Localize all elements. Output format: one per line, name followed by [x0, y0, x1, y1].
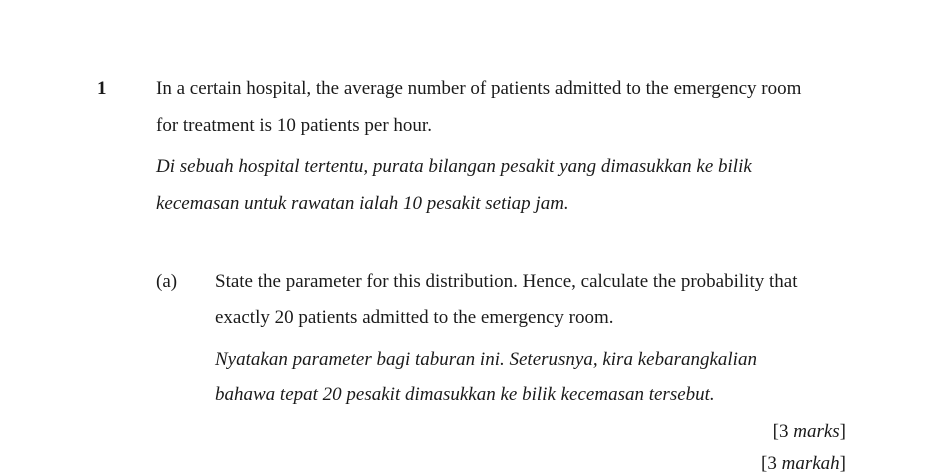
question-number: 1	[97, 78, 107, 99]
question-stem-en-line-1: In a certain hospital, the average number of patients admitted to the emergency room	[156, 78, 802, 99]
part-a-ms-line-1: Nyatakan parameter bagi taburan ini. Seterusnya, kira kebarangkalian	[215, 349, 757, 370]
part-a-en-line-2: exactly 20 patients admitted to the emergency room.	[215, 307, 614, 328]
marks-ms-word: markah	[781, 453, 840, 474]
marks-en-close: ]	[839, 421, 846, 442]
question-stem-ms-line-2: kecemasan untuk rawatan ialah 10 pesakit setiap jam.	[156, 193, 569, 214]
question-stem-en-line-2: for treatment is 10 patients per hour.	[156, 115, 432, 136]
marks-en	[773, 420, 846, 444]
question-stem-ms-line-1: Di sebuah hospital tertentu, purata bilangan pesakit yang dimasukkan ke bilik	[156, 156, 752, 177]
marks-ms-open: [3	[761, 453, 782, 474]
marks-en-open: [3	[772, 421, 794, 442]
part-a-label: (a)	[156, 271, 178, 292]
part-a-en-line-1: State the parameter for this distribution. Hence, calculate the probability that	[215, 271, 798, 292]
marks-ms	[761, 452, 846, 476]
part-a-ms-line-2: bahawa tepat 20 pesakit dimasukkan ke bilik kecemasan tersebut.	[215, 384, 715, 405]
marks-en-word: marks	[793, 421, 840, 442]
marks-ms-close: ]	[839, 453, 846, 474]
